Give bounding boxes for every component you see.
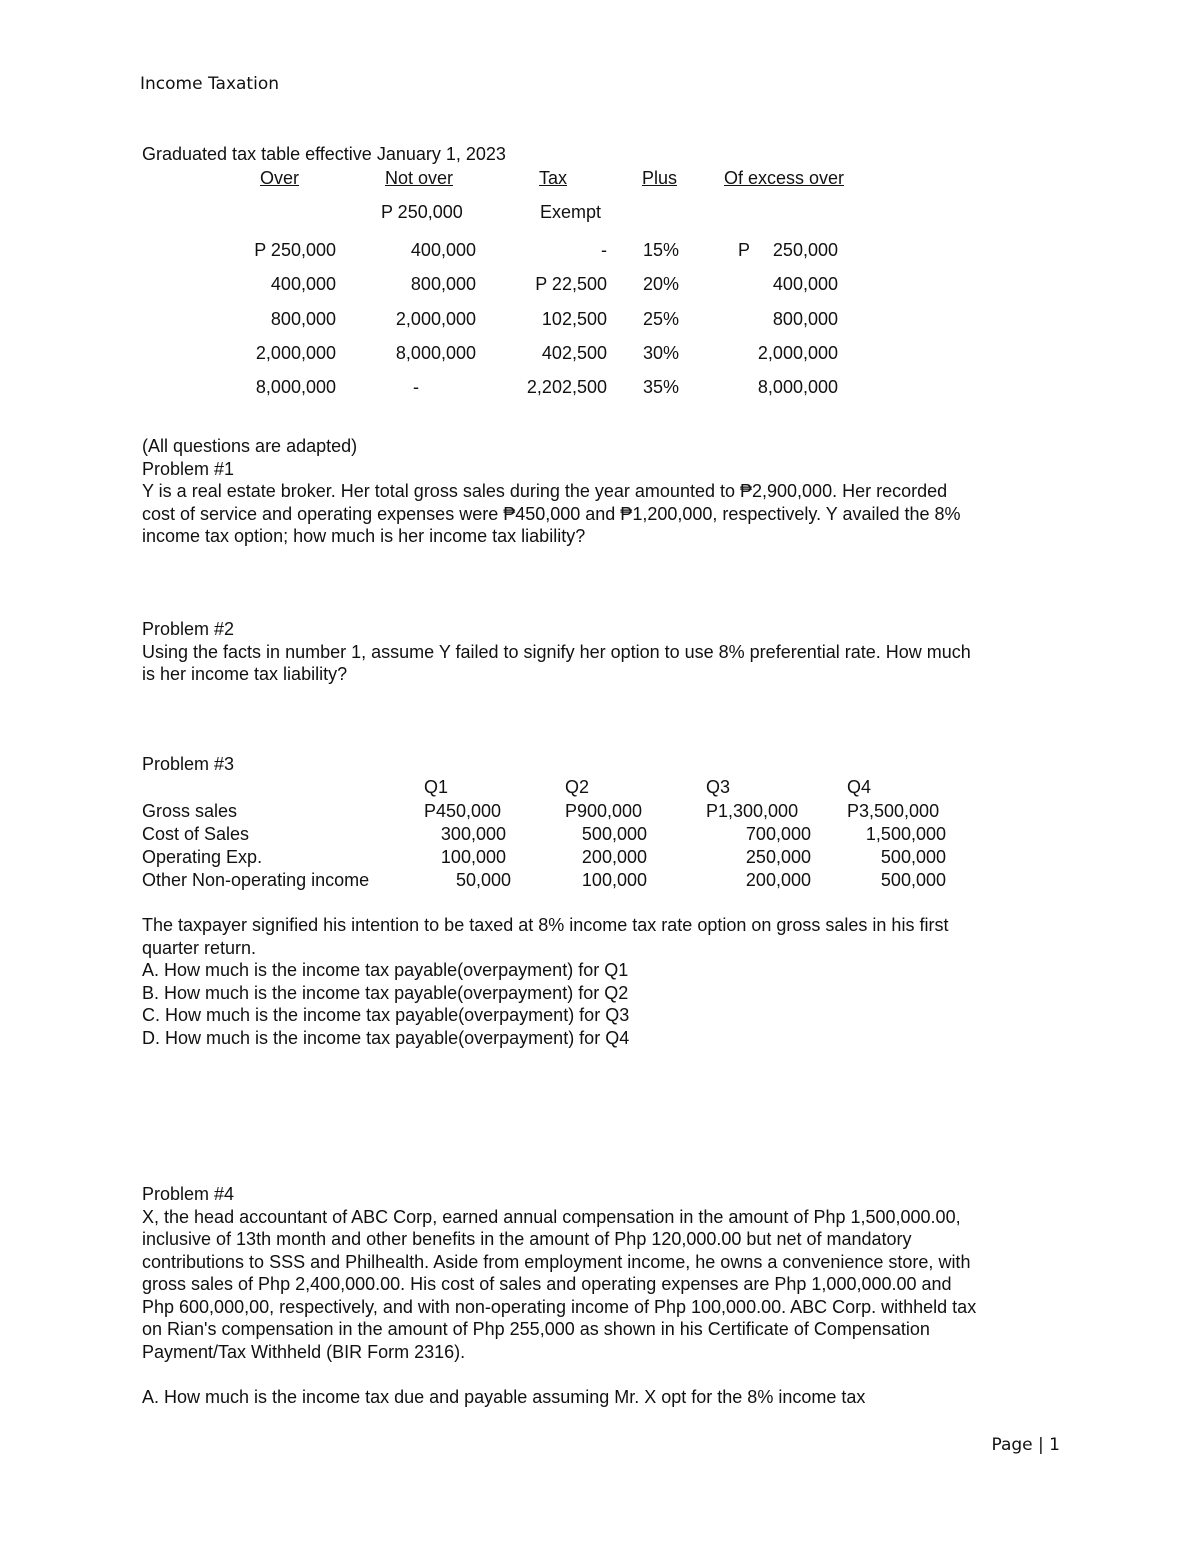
q2-value: 100,000 [581,870,647,890]
column-header-over: Over [259,168,299,188]
bracket-not-over: 400,000 [410,240,476,260]
row-label: Other Non-operating income [142,870,370,890]
q4-value: 1,500,000 [865,824,946,844]
bracket-rate: 20% [642,274,679,294]
bracket-excess-over: 250,000 [772,240,838,260]
exempt-row-tax: Exempt [540,202,602,222]
bracket-not-over: 800,000 [410,274,476,294]
problem4-question-a: A. How much is the income tax due and payable assuming Mr. X opt for the 8% income tax [142,1387,866,1407]
q4-value: 500,000 [880,870,946,890]
column-header-tax: Tax [539,168,568,188]
bracket-over: P 250,000 [254,240,336,260]
problem2-section [142,618,1062,686]
problem4-text-line: inclusive of 13th month and other benefits in the amount of Php 120,000.00 but net of mandatory [142,1229,912,1249]
problem4-text-line: Payment/Tax Withheld (BIR Form 2316). [142,1341,466,1362]
q1-value: 300,000 [440,824,506,844]
problem3-intro-line: quarter return. [142,937,257,958]
row-label: Cost of Sales [142,824,250,844]
q4-value: 500,000 [880,847,946,867]
bracket-tax: 2,202,500 [526,377,607,397]
q1-value: 100,000 [440,847,506,867]
quarter-header-q4: Q4 [847,777,872,797]
problem1-text-line: cost of service and operating expenses were ₱450,000 and ₱1,200,000, respectively. Y availed the 8% [142,503,961,524]
problem4-title: Problem #4 [142,1184,235,1204]
q2-value: P900,000 [565,801,643,821]
problem3-question-b: B. How much is the income tax payable(overpayment) for Q2 [142,982,629,1003]
q3-value: 200,000 [745,870,811,890]
bracket-tax: 102,500 [541,309,607,329]
q2-value: 200,000 [581,847,647,867]
bracket-rate: 35% [642,377,679,397]
problem2-text-line: is her income tax liability? [142,664,348,684]
problem4-text-line: contributions to SSS and Philhealth. Aside from employment income, he owns a convenience store, with [142,1251,971,1272]
problem3-question-d: D. How much is the income tax payable(overpayment) for Q4 [142,1027,630,1048]
column-header-plus: Plus [642,168,678,188]
column-header-excess-over: Of excess over [724,168,845,188]
quarter-header-q2: Q2 [565,777,590,797]
problem1-section [142,435,1062,548]
row-label: Operating Exp. [142,847,263,867]
problem3-questions [142,914,1062,1049]
bracket-over: 2,000,000 [255,343,336,363]
bracket-rate: 15% [642,240,679,260]
problem3-question-a: A. How much is the income tax payable(overpayment) for Q1 [142,960,629,980]
q1-value: P450,000 [424,801,502,821]
quarter-header-q3: Q3 [706,777,731,797]
bracket-not-over: 8,000,000 [395,343,476,363]
q2-value: 500,000 [581,824,647,844]
problem4-text-line: X, the head accountant of ABC Corp, earned annual compensation in the amount of Php 1,500,000.00, [142,1206,961,1227]
bracket-rate: 25% [642,309,679,329]
problem4-text-line: gross sales of Php 2,400,000.00. His cost of sales and operating expenses are Php 1,000,000.00 and [142,1274,952,1294]
problem1-text-line: income tax option; how much is her income tax liability? [142,526,586,546]
bracket-tax: 402,500 [541,343,607,363]
tax-table-title: Graduated tax table effective January 1, 2023 [142,144,506,164]
quarter-header-q1: Q1 [424,777,449,797]
problem2-title: Problem #2 [142,619,235,639]
bracket-over: 8,000,000 [255,377,336,397]
bracket-excess-over: 8,000,000 [757,377,838,397]
q3-value: P1,300,000 [706,801,799,821]
q4-value: P3,500,000 [847,801,940,821]
page-number: Page | 1 [991,1435,1060,1455]
bracket-not-over: - [413,377,419,397]
bracket-over: 400,000 [270,274,336,294]
problem1-title: Problem #1 [142,458,235,479]
q1-value: 50,000 [455,870,511,890]
bracket-excess-over: 400,000 [772,274,838,294]
problem4-section [142,1183,1062,1363]
bracket-rate: 30% [642,343,679,363]
problem3-intro-line: The taxpayer signified his intention to be taxed at 8% income tax rate option on gross sales in his first [142,915,949,935]
bracket-tax: - [601,240,607,260]
problem2-text-line: Using the facts in number 1, assume Y failed to signify her option to use 8% preferential rate. How much [142,641,971,662]
q3-value: 250,000 [745,847,811,867]
problem4-text-line: on Rian's compensation in the amount of Php 255,000 as shown in his Certificate of Compensation [142,1319,930,1339]
bracket-tax: P 22,500 [535,274,607,294]
problem3-title: Problem #3 [142,754,235,774]
bracket-over: 800,000 [270,309,336,329]
q3-value: 700,000 [745,824,811,844]
problem1-text-line: Y is a real estate broker. Her total gross sales during the year amounted to ₱2,900,000. Her recorded [142,481,948,501]
column-header-not-over: Not over [385,168,454,188]
bracket-excess-prefix: P [738,240,751,260]
bracket-excess-over: 800,000 [772,309,838,329]
questions-note: (All questions are adapted) [142,436,358,456]
exempt-row-not-over: P 250,000 [381,202,463,222]
document-header-title: Income Taxation [140,74,279,94]
problem3-question-c: C. How much is the income tax payable(overpayment) for Q3 [142,1005,630,1025]
bracket-not-over: 2,000,000 [395,309,476,329]
row-label: Gross sales [142,801,238,821]
bracket-excess-over: 2,000,000 [757,343,838,363]
problem4-text-line: Php 600,000,00, respectively, and with non-operating income of Php 100,000.00. ABC Corp. withheld tax [142,1296,977,1317]
